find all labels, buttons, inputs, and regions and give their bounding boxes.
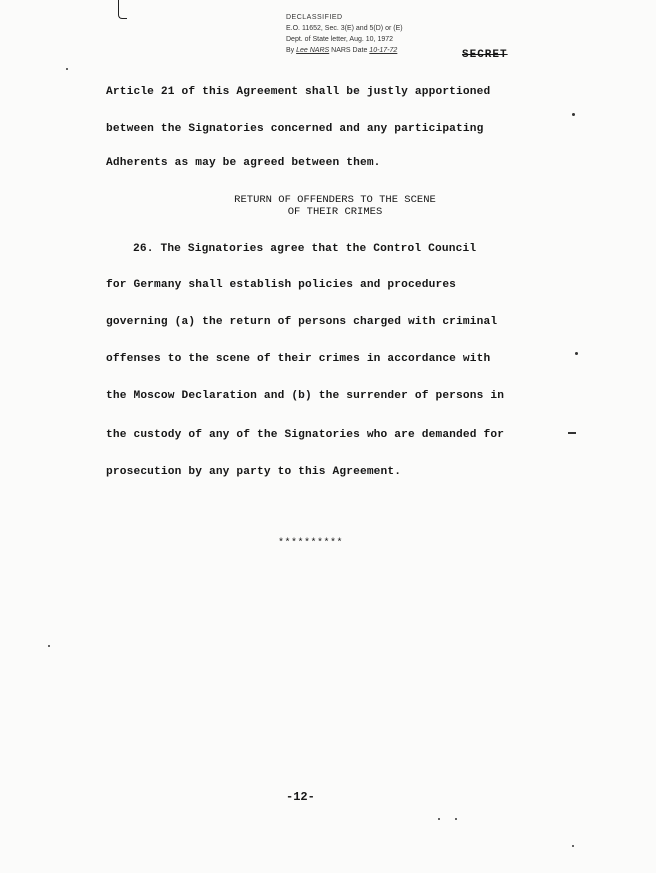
paragraph2-line-1: 26. The Signatories agree that the Control Council [133,243,477,255]
scan-speck [572,845,574,847]
heading-line-2: OF THEIR CRIMES [287,206,383,218]
scan-speck [48,645,50,647]
stamp-line-2: E.O. 11652, Sec. 3(E) and 5(D) or (E) [286,25,403,32]
bracket-mark [118,0,127,19]
paragraph2-line-3: governing (a) the return of persons charged with criminal [106,316,498,328]
classification-marking: SECRET [462,49,508,61]
stamp-line-4 [286,45,403,56]
paragraph2-line-5: the Moscow Declaration and (b) the surrender of persons in [106,390,505,402]
paragraph2-line-2: for Germany shall establish policies and procedures [106,279,457,291]
paragraph1-line-1: Article 21 of this Agreement shall be justly apportioned [106,86,491,98]
paragraph2-line-7: prosecution by any party to this Agreement. [106,466,402,478]
scan-speck [568,432,576,434]
scan-speck [455,818,457,820]
stamp-signature: Lee NARS [296,47,330,54]
stamp-by-label: By [286,47,295,54]
paragraph1-line-2: between the Signatories concerned and any participating [106,123,484,135]
stamp-date: 10-17-72 [369,47,398,54]
stamp-line-1: DECLASSIFIED [286,14,343,21]
scan-speck [66,68,68,70]
stamp-line-3: Dept. of State letter, Aug. 10, 1972 [286,36,394,43]
page-number: -12- [286,790,315,804]
scan-speck [575,352,578,355]
scan-speck [572,113,575,116]
separator-asterisks: ********** [278,538,344,549]
declassification-stamp [286,12,403,56]
paragraph1-line-3: Adherents as may be agreed between them. [106,157,381,169]
stamp-date-label: NARS Date [331,47,368,54]
heading-line-1: RETURN OF OFFENDERS TO THE SCENE [234,194,436,206]
paragraph2-line-4: offenses to the scene of their crimes in accordance with [106,353,491,365]
section-heading [210,194,460,218]
paragraph2-line-6: the custody of any of the Signatories who are demanded for [106,429,505,441]
scan-speck [438,818,440,820]
